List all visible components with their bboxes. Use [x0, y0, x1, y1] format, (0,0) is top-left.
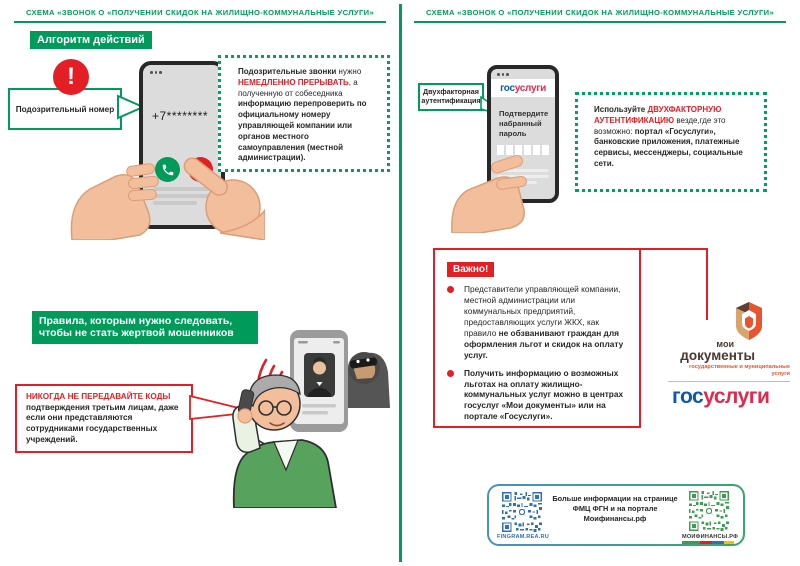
confirm-password-text: Подтвердите набранный пароль	[499, 109, 549, 138]
phone-menu-dots-icon	[150, 71, 162, 74]
twofa-note-box: Используйте ДВУХФАКТОРНУЮ АУТЕНТИФИКАЦИЮ везде,где это возможно: портал «Госуслуги», банковские приложения, платежные сервисы, мессенджеры, социальные сети.	[575, 92, 767, 192]
right-panel	[400, 0, 800, 566]
masked-scammer-icon	[343, 352, 390, 408]
scam-call-phone-icon	[290, 330, 348, 432]
bullet-icon	[447, 370, 454, 377]
phone-menu-dots-icon	[497, 73, 509, 76]
important-item-1: Представители управляющей компании, местной администрации или коммунальных предприятий, предоставляющих услуги ЖКХ, как правило не обзванивают граждан для оформления льгот и скидок на оплату услуг.	[447, 284, 631, 361]
rules-heading: Правила, которым нужно следовать, чтобы не стать жертвой мошенников	[32, 311, 258, 344]
algorithm-badge: Алгоритм действий	[30, 31, 152, 49]
footer-info-box	[487, 484, 745, 546]
qr-code-moifinansy	[689, 491, 729, 531]
qr-code-fingram	[502, 492, 542, 532]
right-header-title: СХЕМА «ЗВОНОК О «ПОЛУЧЕНИИ СКИДОК НА ЖИЛИЩНО-КОММУНАЛЬНЫЕ УСЛУГИ»	[425, 8, 775, 17]
important-connector-vertical	[706, 248, 708, 320]
never-share-codes-callout: НИКОГДА НЕ ПЕРЕДАВАЙТЕ КОДЫ подтверждения третьим лицам, даже если они представляются сотрудниками государственных учреждений.	[15, 384, 193, 453]
left-header-title: СХЕМА «ЗВОНОК О «ПОЛУЧЕНИИ СКИДОК НА ЖИЛИЩНО-КОММУНАЛЬНЫЕ УСЛУГИ»	[25, 8, 375, 17]
twofa-callout: Двухфакторная аутентификация	[418, 83, 484, 111]
elderly-man-illustration	[228, 328, 393, 508]
important-item-2: Получить информацию о возможных льготах на оплату жилищно-коммунальных услуг можно в центрах госуслуг «Мои документы» или на портале «Госуслуги».	[447, 368, 631, 423]
warning-note-text: Подозрительные звонки	[238, 67, 337, 76]
important-connector-horizontal	[641, 248, 708, 250]
gosuslugi-wordmark: госуслуги	[672, 385, 770, 408]
right-header-underline	[414, 21, 786, 23]
bullet-icon	[447, 286, 454, 293]
footer-info-text: Больше информации на странице ФМЦ ФГН и на портале Моифинансы.рф	[552, 494, 678, 523]
holding-hand-icon	[71, 163, 158, 240]
holding-hand-illustration	[450, 148, 565, 233]
suspicious-number-callout: Подозрительный номер	[8, 88, 122, 130]
important-label: Важно!	[447, 262, 494, 277]
moifinansy-color-stripe-icon	[682, 541, 736, 544]
moi-dokumenty-subtitle: государственные и муниципальные услуги	[689, 364, 790, 377]
fingram-caption: FINGRAM.REA.RU	[497, 534, 549, 540]
important-box	[433, 248, 641, 428]
masked-phone-number: +7********	[152, 109, 209, 123]
left-header-underline	[14, 21, 386, 23]
gosuslugi-screen-logo: гос услуги	[491, 79, 555, 97]
moifinansy-caption-block	[682, 534, 739, 544]
logo-divider-line	[668, 381, 790, 382]
warning-note-box: Подозрительные звонки нужно НЕМЕДЛЕННО ПРЕРЫВАТЬ, а полученную от собеседника информацию перепроверить по официальному номеру управляющей компании или органов местного самоуправления (местной администрации).	[218, 55, 390, 172]
moi-dokumenty-wordmark: мои документы	[680, 339, 755, 363]
moi-dokumenty-shield-icon	[736, 302, 762, 340]
alert-exclamation-icon: !	[53, 59, 89, 95]
moifinansy-caption: МОИФИНАНСЫ.РФ	[682, 534, 739, 540]
